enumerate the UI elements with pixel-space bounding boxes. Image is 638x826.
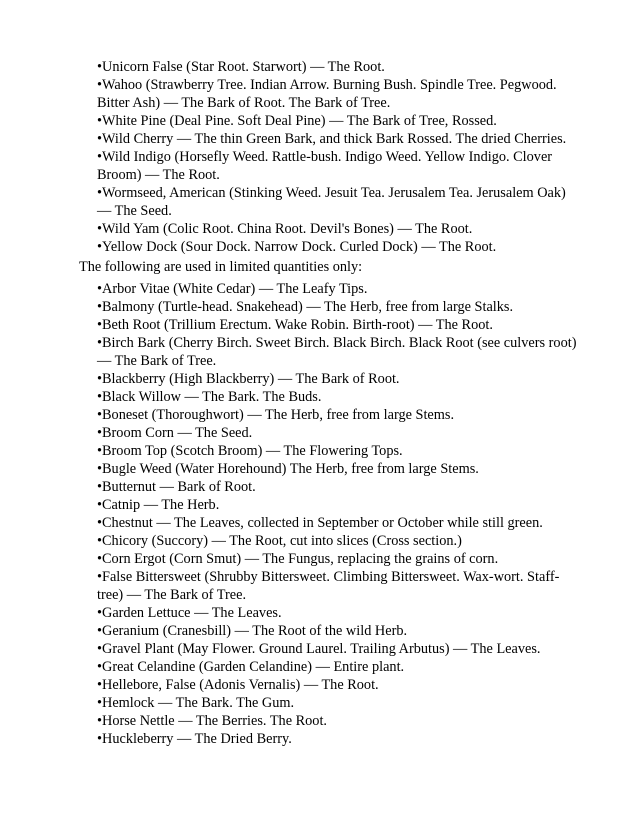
list-item-text: •Chestnut — The Leaves, collected in September or October while still green. — [97, 515, 543, 531]
list-item-text: •Huckleberry — The Dried Berry. — [97, 731, 292, 747]
list-item-text: •Gravel Plant (May Flower. Ground Laurel. Trailing Arbutus) — The Leaves. — [97, 641, 541, 657]
list-item — [97, 130, 578, 148]
list-item — [97, 658, 578, 676]
list-item-text: •Unicorn False (Star Root. Starwort) — The Root. — [97, 59, 385, 75]
list-item — [97, 532, 578, 550]
list-item — [97, 712, 578, 730]
list-item-text: •Wild Yam (Colic Root. China Root. Devil's Bones) — The Root. — [97, 221, 473, 237]
list-item-text: •Balmony (Turtle-head. Snakehead) — The Herb, free from large Stalks. — [97, 299, 514, 315]
list-item — [97, 460, 578, 478]
list-item — [97, 388, 578, 406]
list-item-text: •Butternut — Bark of Root. — [97, 479, 256, 495]
list-item-text: •Hellebore, False (Adonis Vernalis) — The Root. — [97, 677, 379, 693]
list-item — [97, 406, 578, 424]
list-item-text: •Garden Lettuce — The Leaves. — [97, 605, 282, 621]
list-item — [97, 316, 578, 334]
list-item — [97, 238, 578, 256]
list-item-text: •Broom Corn — The Seed. — [97, 425, 253, 441]
list-item-text: •Broom Top (Scotch Broom) — The Flowering Tops. — [97, 443, 403, 459]
limited-quantities-intro: The following are used in limited quantities only: — [79, 259, 363, 275]
plant-list-limited — [0, 280, 638, 748]
list-item — [97, 514, 578, 532]
list-item — [97, 184, 578, 220]
list-item-text: •Wormseed, American (Stinking Weed. Jesuit Tea. Jerusalem Tea. Jerusalem Oak) — The Seed. — [97, 185, 566, 219]
plant-list-primary — [0, 58, 638, 256]
list-item-text: •Bugle Weed (Water Horehound) The Herb, free from large Stems. — [97, 461, 479, 477]
list-item-text: •Blackberry (High Blackberry) — The Bark of Root. — [97, 371, 400, 387]
list-item-text: •Birch Bark (Cherry Birch. Sweet Birch. Black Birch. Black Root (see culvers root) — The Bark of Tree. — [97, 335, 577, 369]
list-item — [97, 550, 578, 568]
list-item-text: •Catnip — The Herb. — [97, 497, 220, 513]
list-item — [97, 334, 578, 370]
list-item — [97, 622, 578, 640]
list-item — [97, 112, 578, 130]
list-item — [97, 370, 578, 388]
list-item — [97, 298, 578, 316]
list-item-text: •Wahoo (Strawberry Tree. Indian Arrow. Burning Bush. Spindle Tree. Pegwood. Bitter Ash) — The Bark of Root. The Bark of Tree. — [97, 77, 557, 111]
list-item — [97, 604, 578, 622]
list-item-text: •False Bittersweet (Shrubby Bittersweet. Climbing Bittersweet. Wax-wort. Staff-tree) — The Bark of Tree. — [97, 569, 560, 603]
list-item-text: •Boneset (Thoroughwort) — The Herb, free from large Stems. — [97, 407, 455, 423]
list-item — [97, 424, 578, 442]
list-item-text: •Wild Indigo (Horsefly Weed. Rattle-bush. Indigo Weed. Yellow Indigo. Clover Broom) — The Root. — [97, 149, 553, 183]
list-item — [97, 220, 578, 238]
list-item-text: •Black Willow — The Bark. The Buds. — [97, 389, 322, 405]
list-item — [97, 478, 578, 496]
list-item-text: •Beth Root (Trillium Erectum. Wake Robin. Birth-root) — The Root. — [97, 317, 493, 333]
document-page — [0, 58, 638, 748]
list-item-text: •Horse Nettle — The Berries. The Root. — [97, 713, 327, 729]
list-item — [97, 76, 578, 112]
list-item — [97, 280, 578, 298]
list-item-text: •White Pine (Deal Pine. Soft Deal Pine) — The Bark of Tree, Rossed. — [97, 113, 497, 129]
list-item-text: •Hemlock — The Bark. The Gum. — [97, 695, 295, 711]
list-item-text: •Yellow Dock (Sour Dock. Narrow Dock. Curled Dock) — The Root. — [97, 239, 497, 255]
list-item-text: •Great Celandine (Garden Celandine) — Entire plant. — [97, 659, 405, 675]
list-item — [97, 694, 578, 712]
list-item-text: •Arbor Vitae (White Cedar) — The Leafy Tips. — [97, 281, 368, 297]
list-item — [97, 676, 578, 694]
list-item — [97, 58, 578, 76]
list-item-text: •Geranium (Cranesbill) — The Root of the wild Herb. — [97, 623, 408, 639]
list-item — [97, 148, 578, 184]
list-item-text: •Wild Cherry — The thin Green Bark, and thick Bark Rossed. The dried Cherries. — [97, 131, 567, 147]
list-item — [97, 640, 578, 658]
list-item — [97, 730, 578, 748]
list-item-text: •Corn Ergot (Corn Smut) — The Fungus, replacing the grains of corn. — [97, 551, 499, 567]
list-item — [97, 496, 578, 514]
list-item-text: •Chicory (Succory) — The Root, cut into slices (Cross section.) — [97, 533, 462, 549]
list-item — [97, 442, 578, 460]
list-item — [97, 568, 578, 604]
